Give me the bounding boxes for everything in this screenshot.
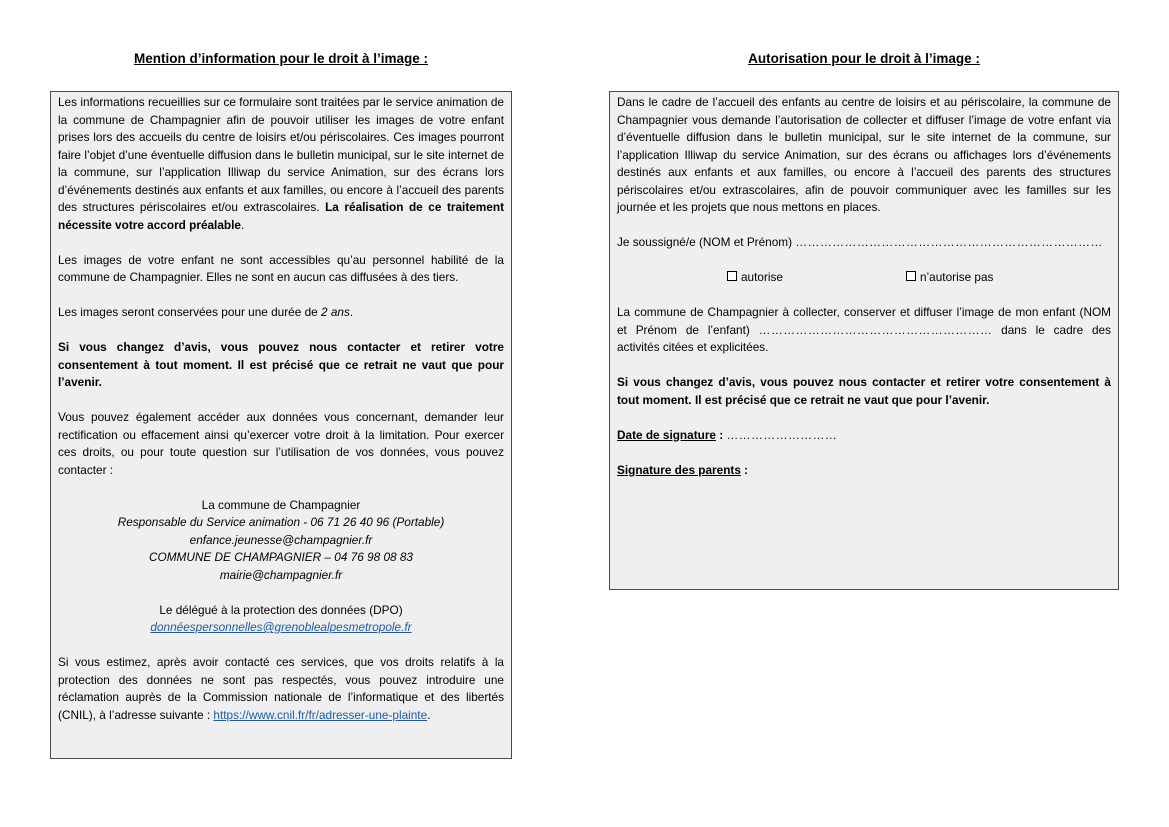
cnil-link[interactable]: https://www.cnil.fr/fr/adresser-une-plainte <box>213 707 428 722</box>
notice-paragraph-2: Les images de votre enfant ne sont accessibles qu’au personnel habilité de la commune de Champagnier. Elles ne sont en aucun cas diffusées à des tiers. <box>58 252 504 284</box>
soussigne-line <box>617 234 1111 252</box>
authorization-box <box>609 91 1119 590</box>
child-name-dots[interactable]: ………………………………………………… <box>758 322 993 337</box>
authorization-paragraph-2 <box>617 304 1111 357</box>
authorization-paragraph-1: Dans le cadre de l’accueil des enfants au centre de loisirs et au périscolaire, la commune de Champagnier vous demande l’autorisation de collecter et diffuser l’image de votre enfant via d’éventuelle diffusion dans le bulletin municipal, sur le site internet de la commune, sur l’application Illiwap du service Animation, sur des écrans ou affichages lors d’événements destinés aux enfants et aux familles, ou encore à l’accueil des parents des structures périscolaires et/ou extrascolaires, afin de pouvoir communiquer avec les familles sur les journée et les projets que nous mettons en places. <box>617 95 1111 214</box>
contact-org: La commune de Champagnier <box>201 497 361 512</box>
signature-colon: : <box>740 462 749 477</box>
date-line <box>617 427 1111 445</box>
auth-p2-end: dans le cadre des activités citées et explicitées. <box>617 322 1111 354</box>
notice-rights-paragraph: Vous pouvez également accéder aux données vous concernant, demander leur rectification ou effacement ainsi qu’exercer votre droit à la limitation. Pour exercer ces droits, ou pour toute question sur l’utilisation de vos données, vous pouvez contacter : <box>58 410 504 477</box>
date-label: Date de signature <box>617 427 716 442</box>
checkbox-icon[interactable] <box>906 271 916 281</box>
auth-p2-start: La commune de Champagnier à collecter, conserver et diffuser l’image de mon enfant (NOM et Prénom de l’enfant) <box>617 305 1111 337</box>
contact-block <box>58 497 504 585</box>
contact-responsable: Responsable du Service animation - 06 71 26 40 96 (Portable) <box>117 515 445 529</box>
retention-text: Les images seront conservées pour une durée de <box>58 305 318 319</box>
signature-label: Signature des parents <box>617 462 741 477</box>
notice-p1-text: Les informations recueillies sur ce formulaire sont traitées par le service animation de la commune de Champagnier afin de pouvoir utiliser les images de votre enfant prises lors des accueils du centre de loisirs et/ou périscolaires. Ces images pourront faire l’objet d’une éventuelle diffusion dans le bulletin municipal, sur le site internet de la commune, sur l’application Illiwap du service Animation, sur des écrans lors d’événements destinés aux enfants et aux familles, ou encore à l’accueil des parents des structures périscolaires et/ou extrascolaires. <box>58 95 504 214</box>
contact-email-enfance: enfance.jeunesse@champagnier.fr <box>189 532 373 547</box>
notice-paragraph-3: Les images seront conservées pour une durée de 2 ans. <box>58 305 354 319</box>
notice-paragraph-1: Les informations recueillies sur ce formulaire sont traitées par le service animation de la commune de Champagnier afin de pouvoir utiliser les images de votre enfant prises lors des accueils du centre de loisirs et/ou périscolaires. Ces images pourront faire l’objet d’une éventuelle diffusion dans le bulletin municipal, sur le site internet de la commune, sur l’application Illiwap du service Animation, sur des écrans lors d’événements destinés aux enfants et aux familles, ou encore à l’accueil des parents des structures périscolaires et/ou extrascolaires. La réalisation de ce traitement nécessite votre accord préalable. <box>58 95 504 232</box>
checkbox-icon[interactable] <box>727 271 737 281</box>
authorization-withdrawal-paragraph: Si vous changez d’avis, vous pouvez nous contacter et retirer votre consentement à tout moment. Il est précisé que ce retrait ne vaut que pour l’avenir. <box>617 375 1111 407</box>
retention-duration: 2 ans <box>320 305 350 319</box>
choice-autorise[interactable] <box>727 269 783 287</box>
dpo-title: Le délégué à la protection des données (DPO) <box>159 602 403 617</box>
contact-mairie-phone: COMMUNE DE CHAMPAGNIER – 04 76 98 08 83 <box>149 550 413 564</box>
notice-cnil-paragraph: Si vous estimez, après avoir contacté ces services, que vos droits relatifs à la protection des données ne sont pas respectés, vous pouvez introduire une réclamation auprès de la Commission nationale de l’informatique et des libertés (CNIL), à l’adresse suivante : https://www.cnil.fr/fr/adresser-une-plainte. <box>58 655 504 722</box>
choice-row <box>617 269 1111 287</box>
notice-withdrawal-paragraph: Si vous changez d’avis, vous pouvez nous contacter et retirer votre consentement à tout moment. Il est précisé que ce retrait ne vaut que pour l’avenir. <box>58 340 504 389</box>
soussigne-label: Je soussigné/e (NOM et Prénom) <box>617 235 793 249</box>
choice-nautorise-pas-label: n’autorise pas <box>920 270 994 284</box>
notice-p1-bold: La réalisation de ce traitement nécessite votre accord préalable <box>58 200 504 232</box>
information-notice-box <box>50 91 512 759</box>
date-colon: : <box>716 427 724 442</box>
right-heading: Autorisation pour le droit à l’image : <box>748 51 980 66</box>
soussigne-dots[interactable]: ………………………………………………………………… <box>795 235 1103 249</box>
dpo-block <box>58 602 504 637</box>
choice-autorise-label: autorise <box>741 270 783 284</box>
left-heading: Mention d’information pour le droit à l’image : <box>133 51 428 66</box>
date-dots[interactable]: ……………………… <box>726 427 838 442</box>
dpo-email-link[interactable]: donnéespersonnelles@grenoblealpesmetropole.fr <box>150 620 412 634</box>
signature-line <box>617 462 1111 480</box>
contact-email-mairie: mairie@champagnier.fr <box>219 567 343 582</box>
cnil-text: Si vous estimez, après avoir contacté ces services, que vos droits relatifs à la protection des données ne sont pas respectés, vous pouvez introduire une réclamation auprès de la Commission nationale de l’informatique et des libertés (CNIL), à l’adresse suivante : <box>58 655 504 722</box>
choice-nautorise-pas[interactable] <box>906 269 993 287</box>
